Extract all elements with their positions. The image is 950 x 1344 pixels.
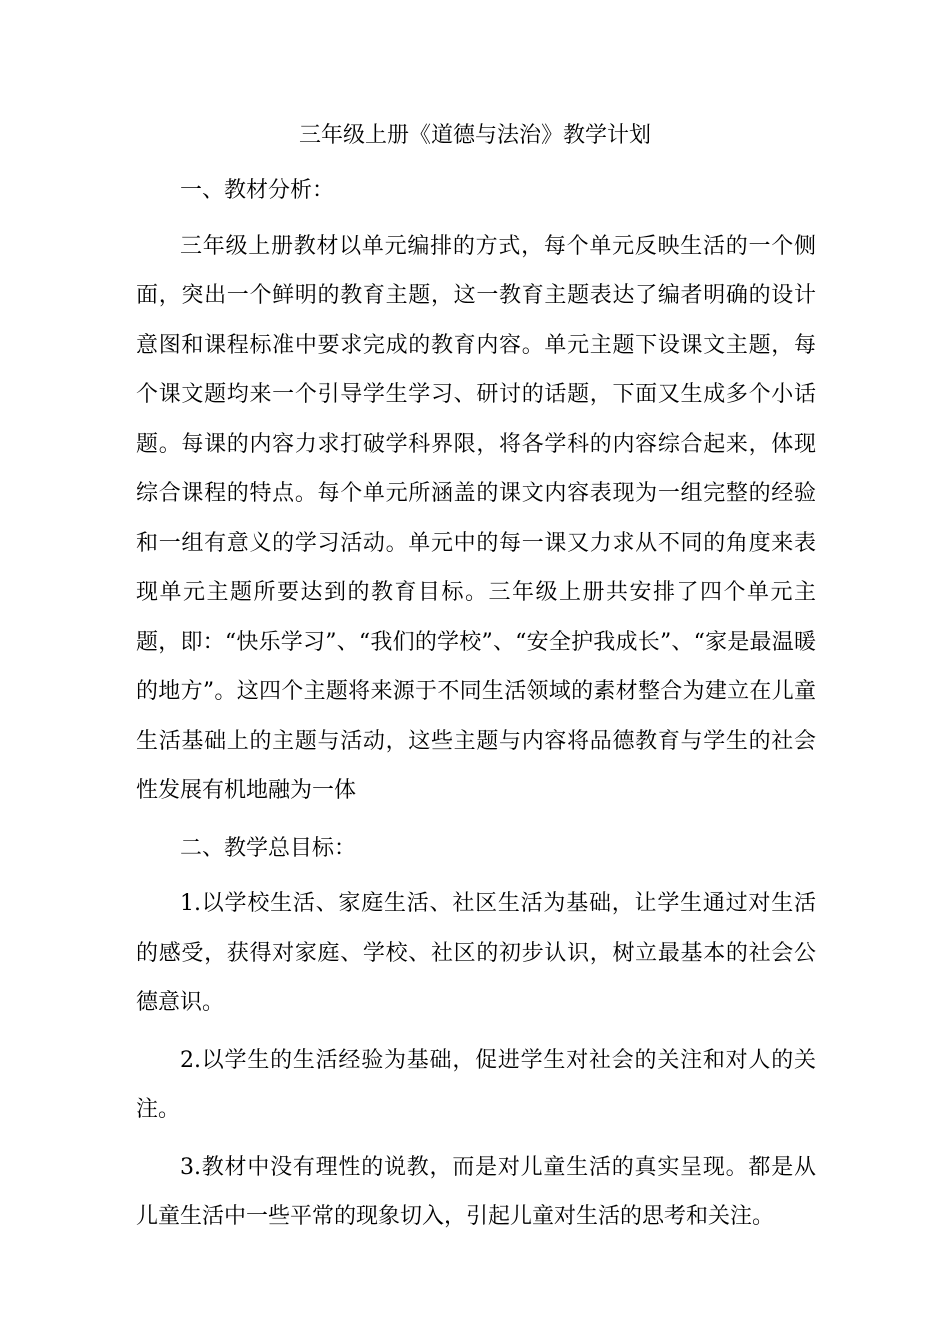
spacer xyxy=(136,816,816,824)
goal-item-3: 3.教材中没有理性的说教，而是对儿童生活的真实呈现。都是从儿童生活中一些平常的现象切入，引起儿童对生活的思考和关注。 xyxy=(136,1154,816,1229)
document-body xyxy=(136,166,816,1242)
paragraph-textbook-analysis: 三年级上册教材以单元编排的方式，每个单元反映生活的一个侧面，突出一个鲜明的教育主题，这一教育主题表达了编者明确的设计意图和课程标准中要求完成的教育内容。单元主题下设课文主题，每个课文题均来一个引导学生学习、研讨的话题，下面又生成多个小话题。每课的内容力求打破学科界限，将各学科的内容综合起来，体现综合课程的特点。每个单元所涵盖的课文内容表现为一组完整的经验和一组有意义的学习活动。单元中的每一课又力求从不同的角度来表现单元主题所要达到的教育目标。三年级上册共安排了四个单元主题，即：“快乐学习”、“我们的学校”、“安全护我成长”、“家是最温暖的地方”。这四个主题将来源于不同生活领域的素材整合为建立在儿童生活基础上的主题与活动，这些主题与内容将品德教育与学生的社会性发展有机地融为一体 xyxy=(136,233,816,803)
goal-item-2: 2.以学生的生活经验为基础，促进学生对社会的关注和对人的关注。 xyxy=(136,1047,816,1122)
document-title: 三年级上册《道德与法治》教学计划 xyxy=(298,123,651,148)
section-heading-textbook-analysis: 一、教材分析： xyxy=(180,178,335,203)
goal-item-1: 1.以学校生活、家庭生活、社区生活为基础，让学生通过对生活的感受，获得对家庭、学校、社区的初步认识，树立最基本的社会公德意识。 xyxy=(136,891,816,1015)
spacer xyxy=(136,1135,816,1143)
spacer xyxy=(136,1028,816,1036)
section-heading-teaching-goals: 二、教学总目标： xyxy=(180,835,357,861)
